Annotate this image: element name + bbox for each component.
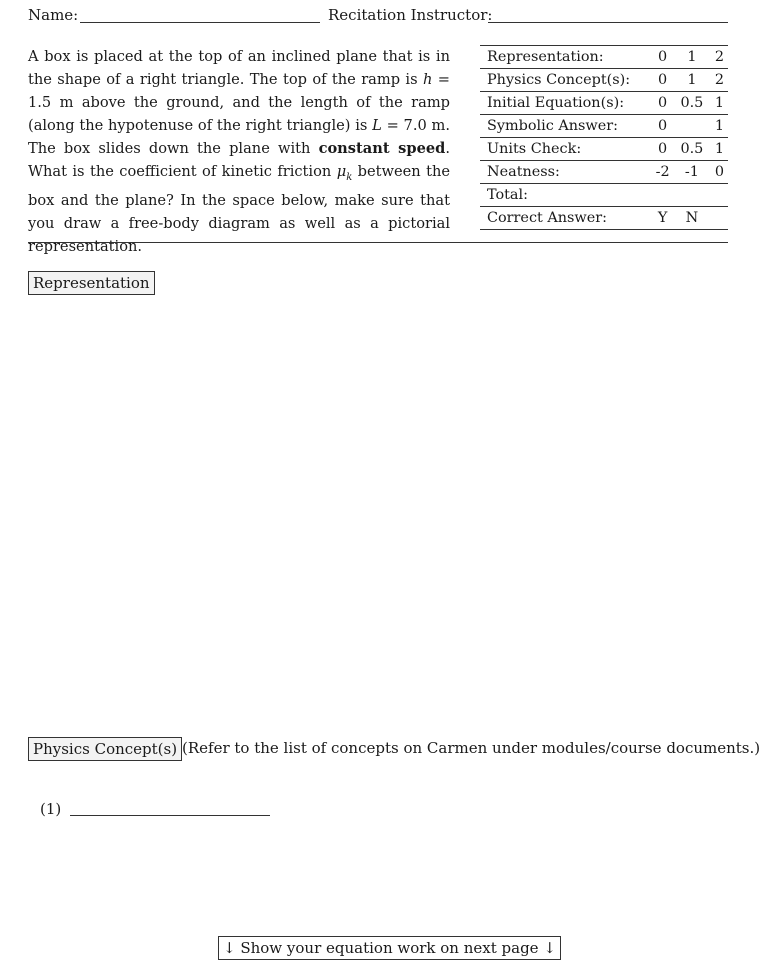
- rubric-label: Initial Equation(s):: [480, 92, 650, 115]
- rubric-row: [480, 184, 728, 207]
- rubric-score[interactable]: 2: [709, 69, 728, 92]
- rubric-row: [480, 161, 728, 184]
- rubric-row: [480, 207, 728, 230]
- concept-item-number: (1): [40, 800, 62, 818]
- rubric-score[interactable]: 1: [709, 115, 728, 138]
- instructor-field[interactable]: [488, 22, 728, 23]
- next-page-note: ↓ Show your equation work on next page ↓: [218, 936, 561, 960]
- rubric-row: [480, 69, 728, 92]
- concepts-note: (Refer to the list of concepts on Carmen under modules/course documents.): [182, 739, 761, 757]
- rubric-label: Representation:: [480, 46, 650, 69]
- rubric-table: [480, 45, 728, 230]
- rubric-score[interactable]: 1: [709, 138, 728, 161]
- rubric-score[interactable]: 0: [650, 46, 674, 69]
- rubric-score[interactable]: 1: [675, 69, 709, 92]
- rubric-score[interactable]: 0: [650, 69, 674, 92]
- representation-work-area[interactable]: [28, 300, 728, 720]
- rubric-row: [480, 138, 728, 161]
- rubric-score[interactable]: 1: [709, 92, 728, 115]
- rubric-score[interactable]: Y: [650, 207, 674, 230]
- section-divider: [28, 242, 728, 243]
- name-label: Name:: [28, 6, 79, 24]
- representation-label: Representation: [28, 271, 155, 295]
- rubric-score[interactable]: 0.5: [675, 92, 709, 115]
- rubric-score[interactable]: 0: [650, 138, 674, 161]
- rubric-score[interactable]: [709, 184, 728, 207]
- rubric-score[interactable]: [650, 184, 674, 207]
- rubric-label: Neatness:: [480, 161, 650, 184]
- rubric-label: Total:: [480, 184, 650, 207]
- rubric-score[interactable]: -2: [650, 161, 674, 184]
- rubric-score[interactable]: 0: [650, 92, 674, 115]
- rubric-row: [480, 92, 728, 115]
- rubric-label: Units Check:: [480, 138, 650, 161]
- rubric-score[interactable]: 2: [709, 46, 728, 69]
- rubric-score[interactable]: [709, 207, 728, 230]
- concepts-label: Physics Concept(s): [28, 737, 182, 761]
- rubric-row: [480, 46, 728, 69]
- rubric-score[interactable]: 1: [675, 46, 709, 69]
- rubric-score[interactable]: 0: [709, 161, 728, 184]
- rubric-label: Physics Concept(s):: [480, 69, 650, 92]
- rubric-score[interactable]: [675, 184, 709, 207]
- rubric-score[interactable]: N: [675, 207, 709, 230]
- instructor-label: Recitation Instructor:: [328, 6, 493, 24]
- problem-statement: A box is placed at the top of an inclined plane that is in the shape of a right triangle. The top of the ramp is h = 1.5 m above the ground, and the length of the ramp (along the hypotenuse of the right triangle) is L = 7.0 m. The box slides down the plane with constant speed. What is the coefficient of kinetic friction $\mu_k$ between the box and the plane? In the space below, make sure that you draw a free-body diagram as well as a pictorial representation.: [28, 48, 451, 255]
- rubric-label: Correct Answer:: [480, 207, 650, 230]
- name-field[interactable]: [80, 22, 320, 23]
- rubric-score[interactable]: -1: [675, 161, 709, 184]
- rubric-score[interactable]: 0.5: [675, 138, 709, 161]
- rubric-row: [480, 115, 728, 138]
- rubric-score[interactable]: 0: [650, 115, 674, 138]
- rubric-score[interactable]: [675, 115, 709, 138]
- concept-answer-field[interactable]: [70, 815, 270, 816]
- rubric-label: Symbolic Answer:: [480, 115, 650, 138]
